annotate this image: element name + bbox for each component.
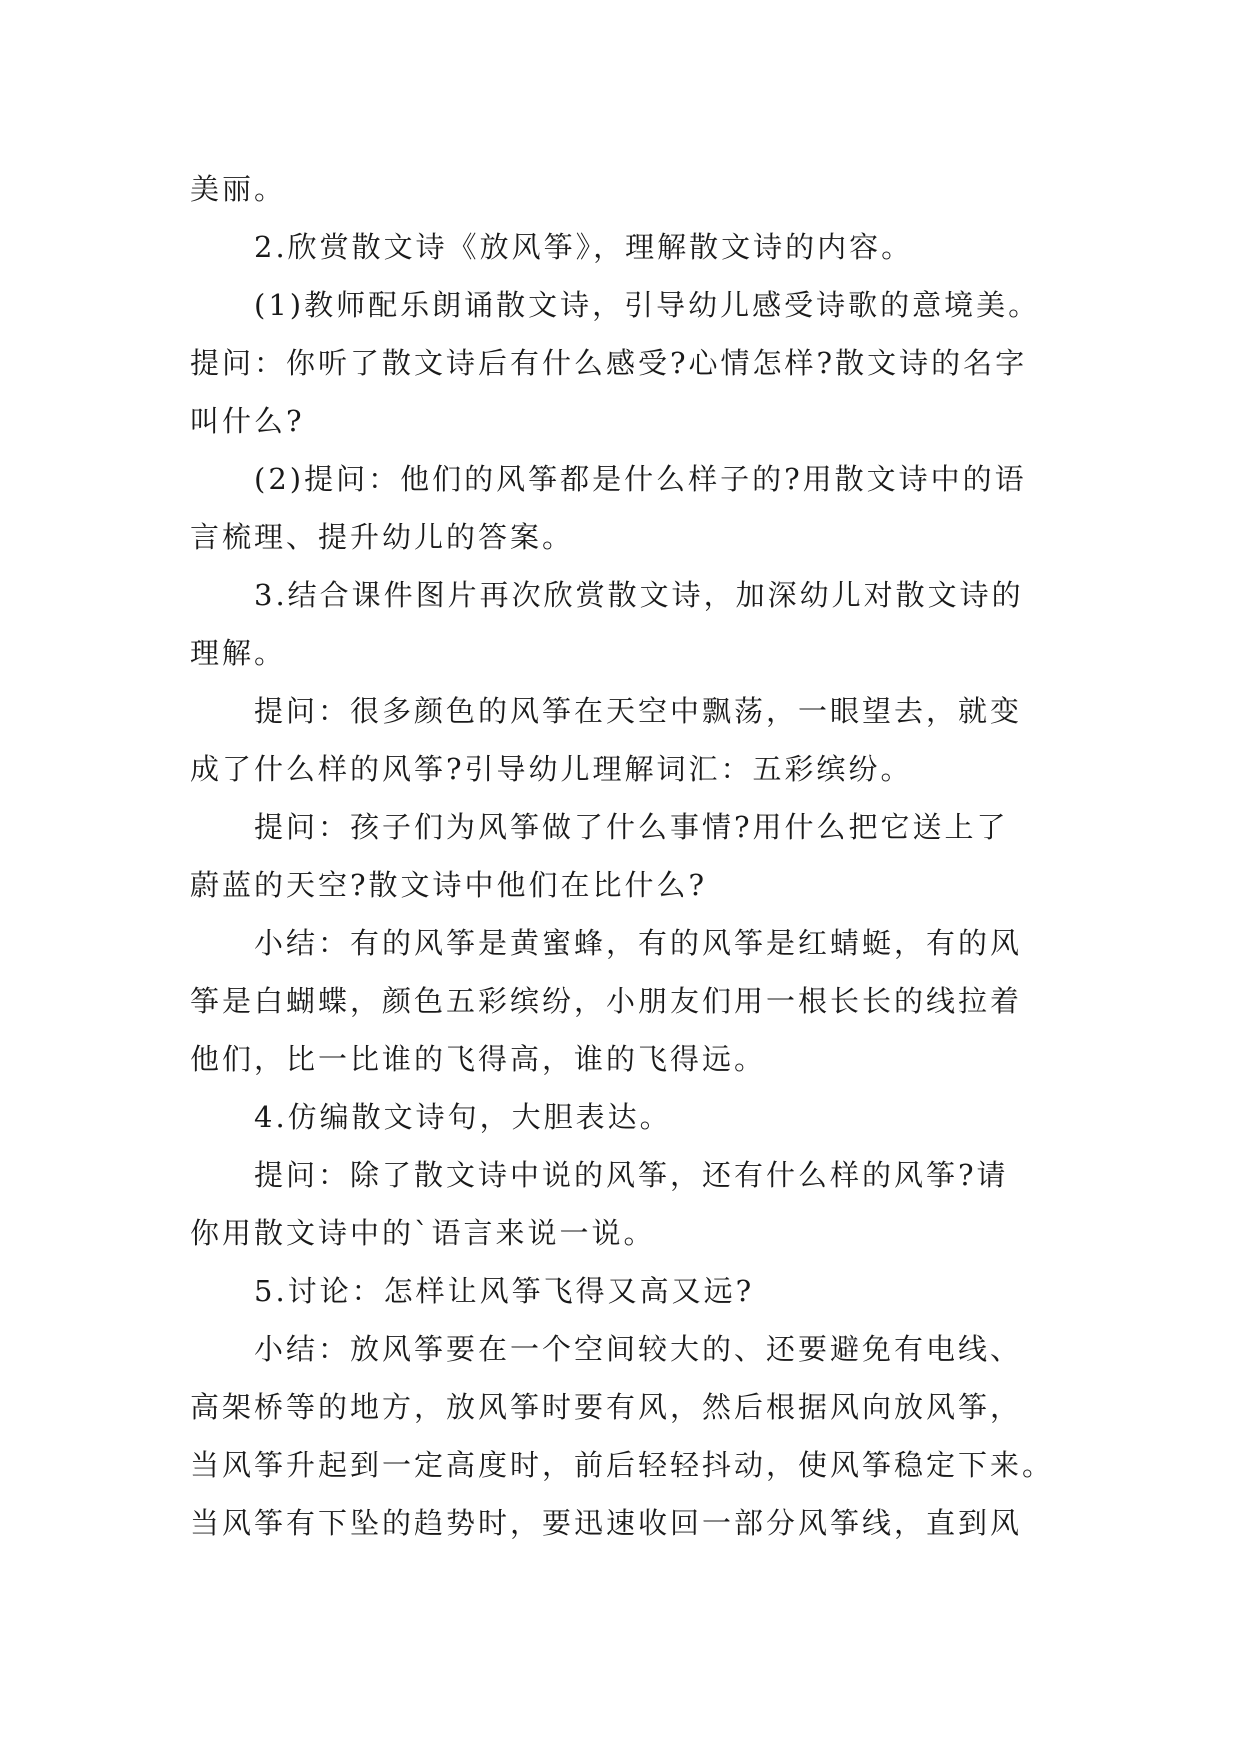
text-line: 提问：孩子们为风筝做了什么事情?用什么把它送上了 xyxy=(254,810,1009,844)
text-line: 4.仿编散文诗句，大胆表达。 xyxy=(254,1100,672,1134)
text-line: 理解。 xyxy=(190,636,287,670)
text-line: 筝是白蝴蝶，颜色五彩缤纷，小朋友们用一根长长的线拉着 xyxy=(190,984,1023,1018)
text-line: (1)教师配乐朗诵散文诗，引导幼儿感受诗歌的意境美。 xyxy=(254,288,1041,322)
text-line: 他们，比一比谁的飞得高，谁的飞得远。 xyxy=(190,1042,767,1076)
text-line: 提问：很多颜色的风筝在天空中飘荡，一眼望去，就变 xyxy=(254,694,1023,728)
text-line: 提问：你听了散文诗后有什么感受?心情怎样?散文诗的名字 xyxy=(190,346,1028,380)
text-line: 小结：有的风筝是黄蜜蜂，有的风筝是红蜻蜓，有的风 xyxy=(254,926,1023,960)
text-line: 叫什么? xyxy=(190,404,305,438)
text-line: 当风筝有下坠的趋势时，要迅速收回一部分风筝线，直到风 xyxy=(190,1506,1023,1540)
text-line: 高架桥等的地方，放风筝时要有风，然后根据风向放风筝， xyxy=(190,1390,1023,1424)
text-line: 当风筝升起到一定高度时，前后轻轻抖动，使风筝稳定下来。 xyxy=(190,1448,1055,1482)
text-line: 2.欣赏散文诗《放风筝》，理解散文诗的内容。 xyxy=(254,230,914,264)
text-line: 3.结合课件图片再次欣赏散文诗，加深幼儿对散文诗的 xyxy=(254,578,1024,612)
text-line: 提问：除了散文诗中说的风筝，还有什么样的风筝?请 xyxy=(254,1158,1009,1192)
document-page xyxy=(190,160,1070,1552)
text-line: (2)提问：他们的风筝都是什么样子的?用散文诗中的语 xyxy=(254,462,1027,496)
text-line: 小结：放风筝要在一个空间较大的、还要避免有电线、 xyxy=(254,1332,1023,1366)
text-line: 成了什么样的风筝?引导幼儿理解词汇：五彩缤纷。 xyxy=(190,752,913,786)
text-line: 蔚蓝的天空?散文诗中他们在比什么? xyxy=(190,868,708,902)
text-line: 言梳理、提升幼儿的答案。 xyxy=(190,520,575,554)
text-line: 5.讨论：怎样让风筝飞得又高又远? xyxy=(254,1274,755,1308)
text-line: 你用散文诗中的`语言来说一说。 xyxy=(190,1216,656,1250)
text-line: 美丽。 xyxy=(190,172,287,206)
